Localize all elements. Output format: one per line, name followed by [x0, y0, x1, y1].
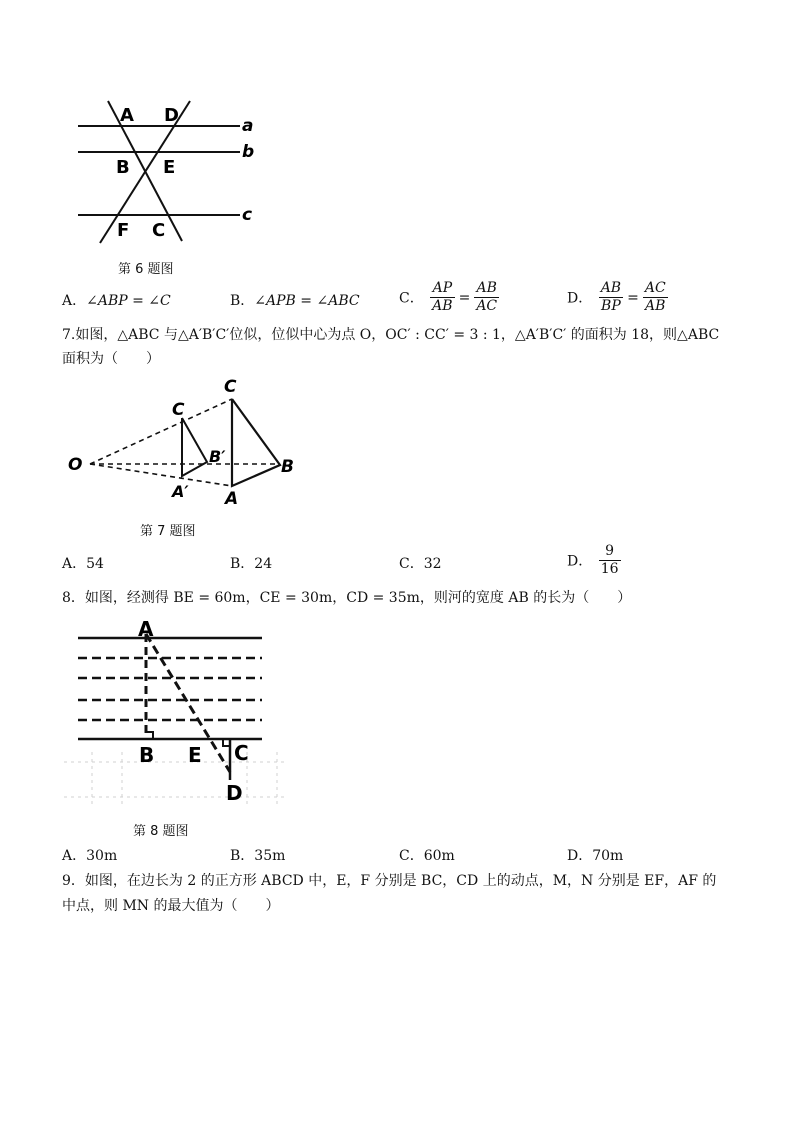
option-letter: C． [399, 556, 424, 572]
option-text: 54 [86, 556, 104, 572]
label-C: C [152, 220, 166, 241]
label-A: A [225, 489, 239, 509]
option-letter: B． [230, 293, 255, 309]
q8-caption: 第 8 题图 [133, 824, 189, 839]
label-A-prime: A′ [172, 482, 189, 501]
label-A: A [138, 617, 154, 641]
option-text: ∠ABP = ∠C [86, 293, 171, 309]
fraction: $\frac{AB}{BP}$ [600, 280, 622, 314]
q8-stem-line1: 8．如图，经测得 BE = 60m，CE = 30m，CD = 35m，则河的宽度 AB 的长为（ ） [62, 590, 632, 606]
option-letter: C． [399, 848, 424, 864]
option-text: 35m [254, 848, 286, 864]
q6-figure [70, 95, 270, 250]
label-b: b [242, 142, 255, 162]
fraction: $\frac{9}{16}$ [600, 543, 619, 577]
option-letter: D． [567, 848, 593, 864]
q8-figure [62, 612, 287, 812]
triangle-large [232, 399, 280, 486]
label-F: F [117, 220, 130, 241]
q7-stem-line2: 面积为（ ） [62, 351, 160, 367]
option-letter: A． [62, 293, 87, 309]
q8-option-d [567, 845, 623, 865]
q6-caption: 第 6 题图 [118, 262, 174, 277]
label-a: a [242, 116, 254, 136]
q8-option-c [399, 845, 455, 865]
label-E: E [163, 157, 176, 178]
q7-stem-line1: 7.如图，△ABC 与△A′B′C′位似，位似中心为点 O，OC′ : CC′ = 3 : 1，△A′B′C′ 的面积为 18，则△ABC [62, 327, 720, 343]
q9-stem-line2: 中点，则 MN 的最大值为（ ） [62, 898, 280, 914]
label-C: C [234, 741, 249, 765]
label-B: B [281, 457, 294, 477]
label-D: D [226, 781, 243, 805]
option-letter: B． [230, 848, 255, 864]
option-letter: C． [399, 290, 424, 307]
q9-stem-line1: 9．如图，在边长为 2 的正方形 ABCD 中，E，F 分别是 BC，CD 上的动点，M，N 分别是 EF，AF 的 [62, 873, 717, 889]
option-letter: D． [567, 290, 593, 307]
q6-option-c: C． $\frac{AP}{AB}$ = $\frac{AB}{AC}$ [399, 280, 498, 314]
option-letter: B． [230, 556, 255, 572]
triangle-small [182, 418, 207, 476]
option-text: 24 [254, 556, 273, 572]
option-letter: D． [567, 553, 593, 570]
q6-option-d: D． $\frac{AB}{BP}$ = $\frac{AC}{AB}$ [567, 280, 666, 314]
option-letter: A． [62, 848, 87, 864]
label-O: O [68, 455, 83, 475]
label-c: c [242, 205, 253, 225]
option-text: ∠APB = ∠ABC [254, 293, 360, 309]
q7-option-b [230, 553, 272, 573]
q8-option-a [62, 845, 117, 865]
label-B: B [116, 157, 130, 178]
label-E: E [188, 743, 202, 767]
label-B-prime: B′ [209, 447, 226, 466]
q7-option-d [567, 543, 623, 578]
fraction: $\frac{AB}{AC}$ [476, 280, 498, 314]
label-C-big: C [224, 377, 237, 397]
option-text: 70m [592, 848, 624, 864]
label-C-small: C [172, 400, 185, 420]
option-letter: A． [62, 556, 87, 572]
q7-figure [62, 372, 312, 512]
option-text: 30m [86, 848, 118, 864]
fraction: $\frac{AC}{AB}$ [644, 280, 666, 314]
fraction: $\frac{AP}{AB}$ [432, 280, 453, 314]
q7-caption: 第 7 题图 [140, 524, 196, 539]
option-text: 60m [423, 848, 455, 864]
option-text: 32 [423, 556, 442, 572]
q8-option-b [230, 845, 285, 865]
q7-option-a [62, 553, 104, 573]
label-D: D [164, 105, 179, 126]
label-A: A [120, 105, 134, 126]
label-B: B [139, 743, 155, 767]
q6-option-a [62, 290, 171, 310]
q6-option-b [230, 290, 360, 310]
q7-option-c [399, 553, 442, 573]
